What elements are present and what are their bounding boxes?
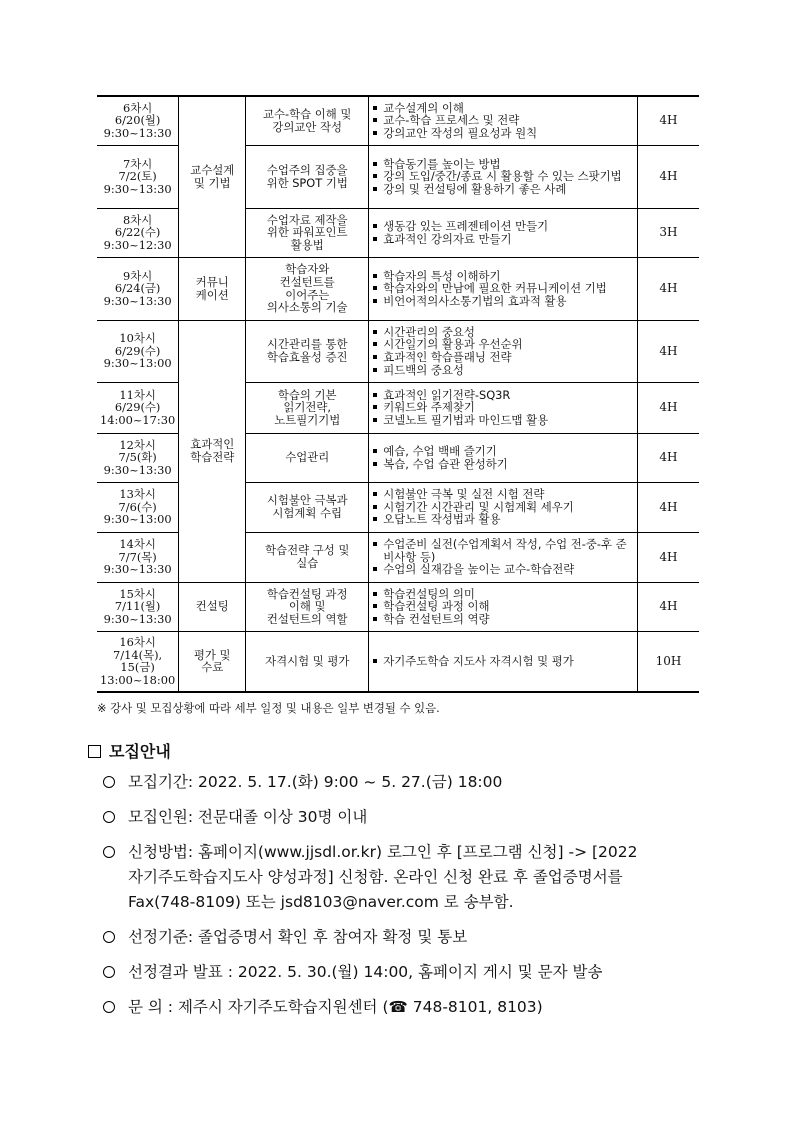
content-item: 피드백의 중요성 (372, 364, 634, 377)
subject-cell (246, 96, 369, 145)
session-cell (97, 532, 179, 582)
content-cell (369, 382, 638, 433)
subject-cell-line: 강의교안 작성 (272, 119, 343, 134)
content-item: 교수-학습 프로세스 및 전략 (372, 114, 634, 127)
content-cell (369, 631, 638, 692)
content-list (372, 326, 634, 376)
area-cell-line: 커뮤니 (195, 274, 229, 289)
content-item: 코넬노트 필기법과 마인드맵 활용 (372, 414, 634, 427)
content-item: 효과적인 학습플래닝 전략 (372, 351, 634, 364)
session-cell-line: 9:30~13:30 (103, 181, 172, 196)
info-capacity: 모집인원: 전문대졸 이상 30명 이내 (103, 805, 723, 830)
content-cell (369, 433, 638, 482)
content-list (372, 270, 634, 308)
session-cell-line: 7/11(월) (114, 599, 161, 614)
subject-cell-line: 학습전략 구성 및 (265, 543, 350, 558)
table-row (97, 320, 699, 382)
content-item: 오답노트 작성법과 활용 (372, 513, 634, 526)
subject-cell-line: 이어주는 (285, 287, 330, 302)
session-cell-line: 9:30~13:00 (103, 356, 172, 371)
subject-cell-line: 학습컨설팅 과정 (266, 586, 348, 601)
subject-cell (246, 631, 369, 692)
session-cell-line: 7차시 (122, 156, 153, 171)
content-item: 학습동기를 높이는 방법 (372, 158, 634, 171)
area-cell-line: 학습전략 (190, 450, 235, 464)
session-cell-line: 7/5(화) (118, 450, 157, 465)
schedule-body (97, 96, 699, 692)
session-cell-line: 14차시 (119, 537, 156, 552)
circle-bullet-icon (103, 931, 115, 943)
subject-cell-line: 컨설턴트를 (279, 274, 335, 289)
subject-cell-line: 시험계획 수립 (272, 506, 343, 520)
area-cell-line: 교수설계 (190, 163, 235, 178)
content-list (372, 445, 634, 470)
content-item: 시간관리의 중요성 (372, 326, 634, 339)
hours-cell: 10H (638, 631, 699, 692)
hours-cell: 4H (638, 145, 699, 208)
circle-bullet-icon (103, 1001, 115, 1013)
area-cell (179, 582, 246, 631)
session-cell-line: 9:30~13:30 (103, 126, 172, 141)
content-item: 교수설계의 이해 (372, 102, 634, 115)
subject-cell-line: 학습의 기본 (277, 387, 337, 402)
hours-cell: 4H (638, 433, 699, 482)
session-cell (97, 257, 179, 320)
subject-cell-line: 의사소통의 기술 (266, 300, 348, 315)
session-cell (97, 96, 179, 145)
session-cell-line: 7/7(목) (118, 549, 157, 564)
session-cell-line: 6/24(금) (114, 281, 161, 296)
content-item: 학습자의 특성 이해하기 (372, 270, 634, 283)
content-list (372, 220, 634, 245)
subject-cell-line: 컨설턴트의 역할 (266, 611, 348, 626)
circle-bullet-icon (103, 966, 115, 978)
session-cell-line: 15(금) (120, 660, 155, 675)
session-cell-line: 8차시 (122, 212, 153, 227)
content-item: 강의 및 컨설팅에 활용하기 좋은 사례 (372, 183, 634, 196)
subject-cell-line: 수업주의 집중을 (266, 162, 348, 177)
subject-cell (246, 582, 369, 631)
area-cell (179, 320, 246, 582)
content-cell (369, 582, 638, 631)
subject-cell-line: 시험불안 극복과 (266, 493, 348, 508)
area-cell-line: 효과적인 (190, 437, 235, 452)
subject-cell-line: 이해 및 (288, 599, 326, 614)
subject-cell-line: 실습 (296, 556, 319, 570)
content-item: 시험기간 시간관리 및 시험계획 세우기 (372, 501, 634, 514)
info-apply: 신청방법: 홈페이지(www.jjsdl.or.kr) 로그인 후 [프로그램 신청] -> [2022 자기주도학습지도사 양성과정] 신청함. 온라인 신청 완료 후 졸업증명서를 Fax(748-8109) 또는 jsd8103@naver.com 로 송부함. (103, 840, 723, 915)
session-cell-line: 7/6(수) (118, 499, 157, 514)
subject-cell-line: 학습효율성 증진 (266, 350, 348, 364)
table-row (97, 257, 699, 320)
session-cell-line: 7/14(목), (113, 647, 163, 662)
subject-cell-line: 위한 파워포인트 (266, 225, 348, 240)
session-cell-line: 6/29(수) (114, 400, 161, 415)
subject-cell-line: 활용법 (290, 237, 324, 252)
subject-cell (246, 145, 369, 208)
content-item: 시간일기의 활용과 우선순위 (372, 338, 634, 351)
subject-cell-line: 시간관리를 통한 (266, 337, 348, 352)
hours-cell: 4H (638, 257, 699, 320)
table-row (97, 96, 699, 145)
recruit-title: 모집안내 (109, 742, 171, 761)
content-item: 학습자와의 만남에 필요한 커뮤니케이션 기법 (372, 282, 634, 295)
subject-cell-line: 위한 SPOT 기법 (266, 175, 348, 190)
area-cell-line: 케이션 (195, 287, 229, 302)
content-cell (369, 532, 638, 582)
hours-cell: 4H (638, 582, 699, 631)
content-item: 수업의 실재감을 높이는 교수-학습전략 (372, 563, 634, 576)
session-cell-line: 15차시 (119, 586, 156, 601)
info-period: 모집기간: 2022. 5. 17.(화) 9:00 ~ 5. 27.(금) 18:00 (103, 770, 723, 795)
area-cell-line: 평가 및 (193, 647, 231, 662)
content-item: 예습, 수업 백배 즐기기 (372, 445, 634, 458)
session-cell (97, 582, 179, 631)
subject-cell-line: 노트필기기법 (274, 412, 341, 427)
hours-cell: 4H (638, 382, 699, 433)
circle-bullet-icon (103, 776, 115, 788)
session-cell (97, 433, 179, 482)
recruit-section-title (88, 739, 171, 762)
content-cell (369, 320, 638, 382)
area-cell-line: 컨설팅 (195, 599, 229, 614)
subject-cell-line: 수업자료 제작을 (266, 212, 348, 227)
area-cell-line: 및 기법 (193, 175, 231, 190)
content-list (372, 389, 634, 427)
subject-cell (246, 532, 369, 582)
session-cell-line: 6/20(월) (114, 113, 161, 128)
session-cell-line: 9:30~13:30 (103, 562, 172, 577)
content-item: 복습, 수업 습관 완성하기 (372, 458, 634, 471)
session-cell-line: 13:00~18:00 (100, 672, 176, 687)
content-item: 수업준비 실전(수업계획서 작성, 수업 전-중-후 준비사항 등) (372, 538, 634, 563)
content-cell (369, 208, 638, 257)
subject-cell (246, 482, 369, 532)
content-cell (369, 145, 638, 208)
session-cell-line: 9:30~13:30 (103, 293, 172, 308)
area-cell-line: 수료 (201, 660, 224, 675)
info-contact: 문 의 : 제주시 자기주도학습지원센터 (☎ 748-8101, 8103) (103, 995, 723, 1020)
session-cell-line: 16차시 (119, 635, 156, 650)
content-cell (369, 257, 638, 320)
area-cell (179, 631, 246, 692)
session-cell-line: 9차시 (122, 268, 153, 283)
hours-cell: 4H (638, 482, 699, 532)
circle-bullet-icon (103, 846, 115, 858)
hours-cell: 3H (638, 208, 699, 257)
content-list (372, 655, 634, 668)
session-cell-line: 9:30~13:30 (103, 611, 172, 626)
recruit-info-list (103, 770, 723, 1030)
subject-cell-line: 수업관리 (285, 450, 330, 465)
session-cell-line: 10차시 (119, 331, 156, 346)
session-cell-line: 13차시 (119, 487, 156, 502)
table-row (97, 631, 699, 692)
content-item: 학습컨설팅 과정 이해 (372, 600, 634, 613)
content-item: 비언어적의사소통기법의 효과적 활용 (372, 295, 634, 308)
hours-cell: 4H (638, 96, 699, 145)
subject-cell (246, 208, 369, 257)
session-cell (97, 382, 179, 433)
content-item: 자기주도학습 지도사 자격시험 및 평가 (372, 655, 634, 668)
subject-cell-line: 읽기전략, (283, 400, 332, 415)
session-cell (97, 482, 179, 532)
subject-cell-line: 학습자와 (285, 262, 330, 277)
content-list (372, 538, 634, 576)
session-cell-line: 7/2(토) (118, 169, 157, 184)
session-cell-line: 6/29(수) (114, 343, 161, 358)
content-item: 효과적인 읽기전략-SQ3R (372, 389, 634, 402)
content-cell (369, 482, 638, 532)
schedule-note: ※ 강사 및 모집상황에 따라 세부 일정 및 내용은 일부 변경될 수 있음. (97, 701, 440, 715)
schedule-table (97, 95, 699, 693)
hours-cell: 4H (638, 532, 699, 582)
session-cell-line: 9:30~13:30 (103, 462, 172, 477)
session-cell-line: 11차시 (119, 387, 156, 402)
session-cell (97, 145, 179, 208)
info-criteria: 선정기준: 졸업증명서 확인 후 참여자 확정 및 통보 (103, 925, 723, 950)
content-list (372, 158, 634, 196)
session-cell-line: 6차시 (122, 100, 153, 115)
session-cell (97, 320, 179, 382)
subject-cell (246, 320, 369, 382)
session-cell-line: 12차시 (119, 437, 156, 452)
subject-cell (246, 257, 369, 320)
content-item: 학습 컨설턴트의 역량 (372, 613, 634, 626)
content-item: 강의 도입/중간/종료 시 활용할 수 있는 스팟기법 (372, 170, 634, 183)
content-item: 키워드와 주제찾기 (372, 401, 634, 414)
content-cell (369, 96, 638, 145)
content-list (372, 488, 634, 526)
table-row (97, 582, 699, 631)
content-item: 효과적인 강의자료 만들기 (372, 233, 634, 246)
subject-cell (246, 433, 369, 482)
content-item: 강의교안 작성의 필요성과 원칙 (372, 127, 634, 140)
content-item: 시험불안 극복 및 실전 시험 전략 (372, 488, 634, 501)
subject-cell-line: 교수-학습 이해 및 (263, 107, 352, 122)
content-item: 학습컨설팅의 의미 (372, 588, 634, 601)
session-cell-line: 9:30~13:00 (103, 512, 172, 527)
info-result: 선정결과 발표 : 2022. 5. 30.(월) 14:00, 홈페이지 게시 및 문자 발송 (103, 960, 723, 985)
square-bullet-icon (88, 745, 101, 758)
area-cell (179, 96, 246, 257)
content-list (372, 102, 634, 140)
content-list (372, 588, 634, 626)
subject-cell-line: 자격시험 및 평가 (265, 653, 350, 668)
session-cell-line: 9:30~12:30 (103, 237, 172, 252)
session-cell-line: 14:00~17:30 (100, 412, 176, 427)
content-item: 생동감 있는 프레젠테이션 만들기 (372, 220, 634, 233)
session-cell (97, 631, 179, 692)
subject-cell (246, 382, 369, 433)
session-cell (97, 208, 179, 257)
area-cell (179, 257, 246, 320)
hours-cell: 4H (638, 320, 699, 382)
circle-bullet-icon (103, 811, 115, 823)
session-cell-line: 6/22(수) (114, 225, 161, 240)
